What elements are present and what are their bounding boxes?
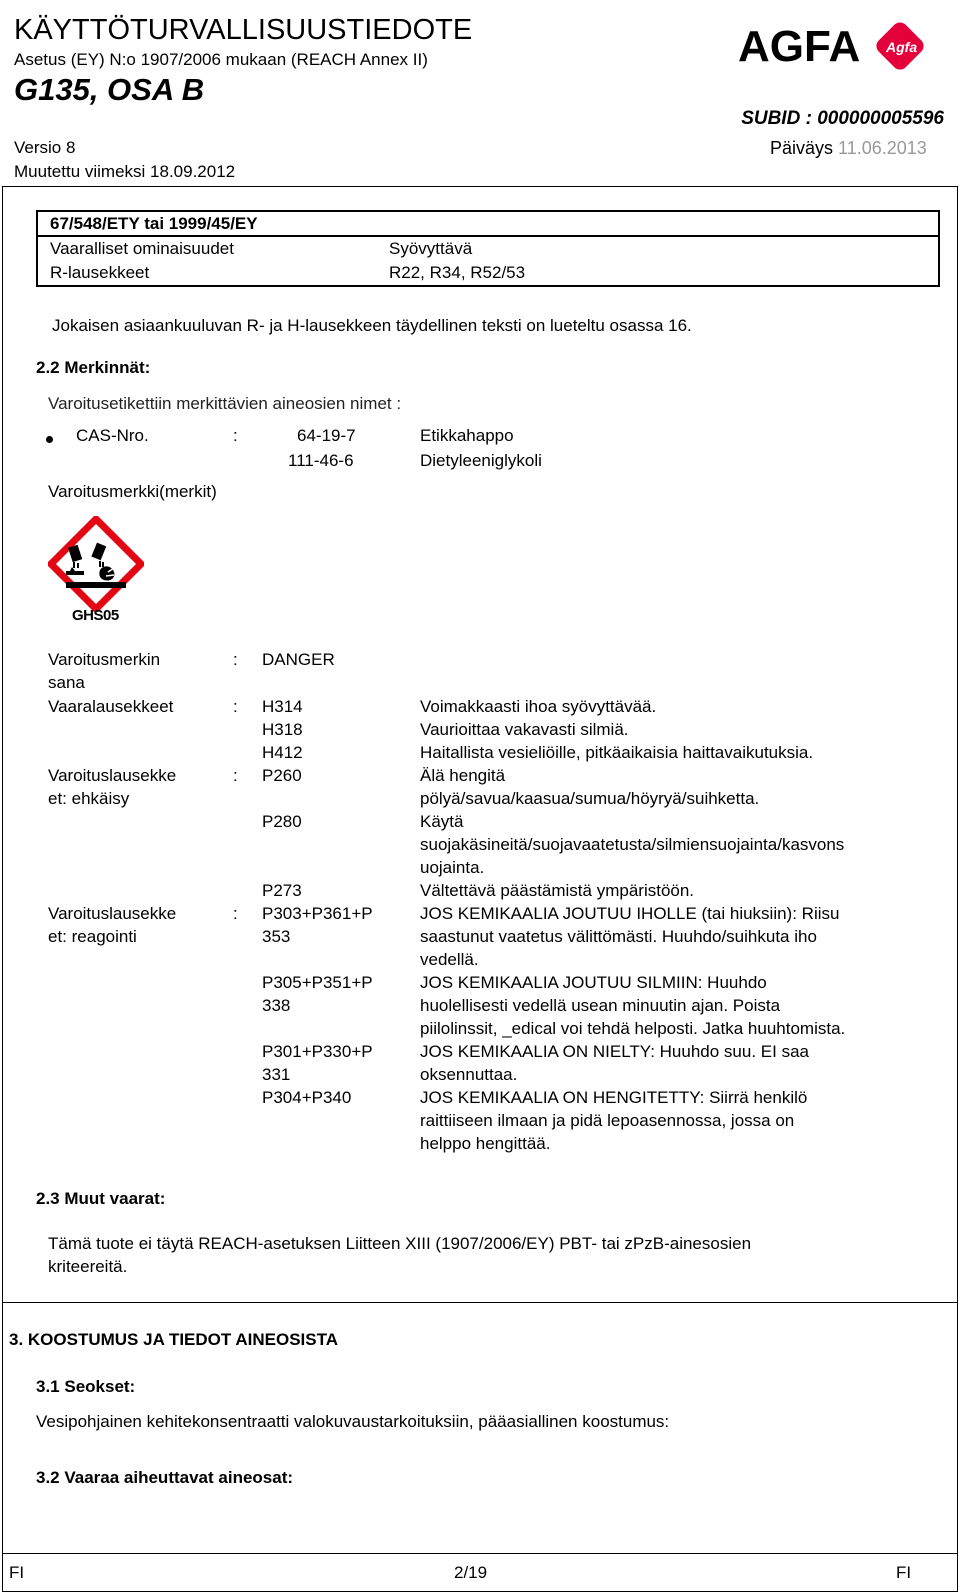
issue-date-label: Päiväys: [770, 138, 834, 158]
cas-label: CAS-Nro.: [76, 426, 149, 445]
response-text: piilolinssit, _edical voi tehdä helposti. Jatka huuhtomista.: [420, 1019, 846, 1038]
prevention-code: P260: [262, 766, 302, 785]
section-2-3-heading: 2.3 Muut vaarat:: [36, 1189, 166, 1208]
agfa-logo-text: AGFA: [738, 22, 861, 71]
revised-date: Muutettu viimeksi 18.09.2012: [14, 162, 236, 181]
document-title: KÄYTTÖTURVALLISUUSTIEDOTE: [14, 14, 473, 46]
row-label: R-lausekkeet: [50, 263, 150, 282]
bullet-icon: [46, 436, 53, 443]
row-value: Syövyttävä: [377, 236, 939, 261]
footer-lang-left: FI: [9, 1563, 25, 1582]
prevention-text: Älä hengitä: [420, 766, 506, 785]
prevention-code: P280: [262, 812, 302, 831]
r-h-note: Jokaisen asiaankuuluvan R- ja H-lausekkeen täydellinen teksti on lueteltu osassa 16.: [52, 316, 692, 335]
section-3-2-heading: 3.2 Vaaraa aiheuttavat aineosat:: [36, 1468, 294, 1487]
agfa-badge-text: Agfa: [886, 39, 918, 55]
response-code: P303+P361+P: [262, 904, 373, 923]
prevention-label-cont: et: ehkäisy: [48, 789, 130, 808]
signal-word-label: Varoitusmerkin: [48, 650, 161, 669]
section-3-1-heading: 3.1 Seokset:: [36, 1377, 136, 1396]
response-text: JOS KEMIKAALIA ON HENGITETTY: Siirrä henkilö: [420, 1088, 808, 1107]
regulation-line: Asetus (EY) N:o 1907/2006 mukaan (REACH Annex II): [14, 50, 428, 69]
version: Versio 8: [14, 138, 76, 157]
cas-name: Etikkahappo: [420, 426, 514, 445]
response-text: raittiiseen ilmaan ja pidä lepoasennossa, jossa on: [420, 1111, 795, 1130]
response-text: saastunut vaatetus välittömästi. Huuhdo/suihkuta iho: [420, 927, 817, 946]
response-code: P301+P330+P: [262, 1042, 373, 1061]
signal-word-label-cont: sana: [48, 673, 85, 692]
response-text: helppo hengittää.: [420, 1134, 551, 1153]
prevention-text: Käytä: [420, 812, 464, 831]
table-row: [37, 236, 939, 261]
prevention-text: uojainta.: [420, 858, 485, 877]
issue-date-value: 11.06.2013: [838, 138, 927, 158]
hazard-code: H412: [262, 743, 303, 762]
hazard-code: H314: [262, 697, 303, 716]
hazard-text: Voimakkaasti ihoa syövyttävää.: [420, 697, 657, 716]
section-2-2-heading: 2.2 Merkinnät:: [36, 358, 151, 377]
response-code: P304+P340: [262, 1088, 352, 1107]
section-2-3-text: Tämä tuote ei täytä REACH-asetuksen Liitteen XIII (1907/2006/EY) PBT- tai zPzB-ainesosien: [48, 1234, 752, 1253]
colon: :: [233, 650, 238, 669]
hazard-code: H318: [262, 720, 303, 739]
issue-date: [770, 138, 927, 159]
response-text: JOS KEMIKAALIA JOUTUU IHOLLE (tai hiuksiin): Riisu: [420, 904, 840, 923]
prevention-text: Vältettävä päästämistä ympäristöön.: [420, 881, 695, 900]
response-code: P305+P351+P: [262, 973, 373, 992]
response-text: vedellä.: [420, 950, 479, 969]
response-text: oksennuttaa.: [420, 1065, 518, 1084]
pictogram-label: Varoitusmerkki(merkit): [48, 482, 217, 501]
row-label: Vaaralliset ominaisuudet: [37, 236, 377, 261]
product-name: G135, OSA B: [14, 72, 205, 107]
subid: SUBID : 000000005596: [741, 108, 944, 129]
signal-word: DANGER: [262, 650, 335, 669]
response-text: JOS KEMIKAALIA JOUTUU SILMIIN: Huuhdo: [420, 973, 767, 992]
colon: :: [233, 766, 238, 785]
cas-number: 111-46-6: [288, 451, 354, 470]
cas-number: 64-19-7: [297, 426, 356, 445]
response-label-cont: et: reagointi: [48, 927, 137, 946]
hazard-text: Haitallista vesieliöille, pitkäaikaisia haittavaikutuksia.: [420, 743, 814, 762]
colon: :: [233, 904, 238, 923]
prevention-label: Varoituslausekke: [48, 766, 177, 785]
response-label: Varoituslausekke: [48, 904, 177, 923]
table-row: [37, 261, 939, 286]
pictogram-code: GHS05: [72, 607, 119, 624]
section-2-3-text-cont: kriteereitä.: [48, 1257, 128, 1276]
colon: :: [233, 697, 238, 716]
footer-rule: [2, 1553, 958, 1554]
prevention-text: pölyä/savua/kaasua/sumua/höyryä/suihketta.: [420, 789, 760, 808]
prevention-text: suojakäsineitä/suojavaatetusta/silmiensuojainta/kasvons: [420, 835, 845, 854]
page-number: 2/19: [454, 1563, 488, 1582]
section-divider: [2, 1302, 958, 1303]
page-header: [0, 0, 960, 185]
label-names: Varoitusetikettiin merkittävien aineosien nimet :: [48, 394, 402, 413]
cas-colon: :: [233, 426, 238, 445]
corrosion-icon: [48, 516, 144, 612]
cas-name: Dietyleeniglykoli: [420, 451, 542, 470]
classification-table: [36, 210, 940, 287]
response-code-cont: 338: [262, 996, 291, 1015]
row-value: R22, R34, R52/53: [389, 263, 526, 282]
agfa-logo: [738, 18, 948, 76]
prevention-code: P273: [262, 881, 302, 900]
hazard-label: Vaaralausekkeet: [48, 697, 174, 716]
section-3-heading: 3. KOOSTUMUS JA TIEDOT AINEOSISTA: [9, 1330, 339, 1349]
response-code-cont: 353: [262, 927, 291, 946]
response-text: huolellisesti vedellä usean minuutin ajan. Poista: [420, 996, 781, 1015]
footer-lang-right: FI: [896, 1563, 912, 1582]
response-code-cont: 331: [262, 1065, 291, 1084]
classification-heading: 67/548/ETY tai 1999/45/EY: [50, 213, 258, 233]
hazard-text: Vaurioittaa vakavasti silmiä.: [420, 720, 629, 739]
section-3-1-text: Vesipohjainen kehitekonsentraatti valokuvaustarkoituksiin, pääasiallinen koostumus:: [36, 1412, 670, 1431]
response-text: JOS KEMIKAALIA ON NIELTY: Huuhdo suu. EI saa: [420, 1042, 809, 1061]
